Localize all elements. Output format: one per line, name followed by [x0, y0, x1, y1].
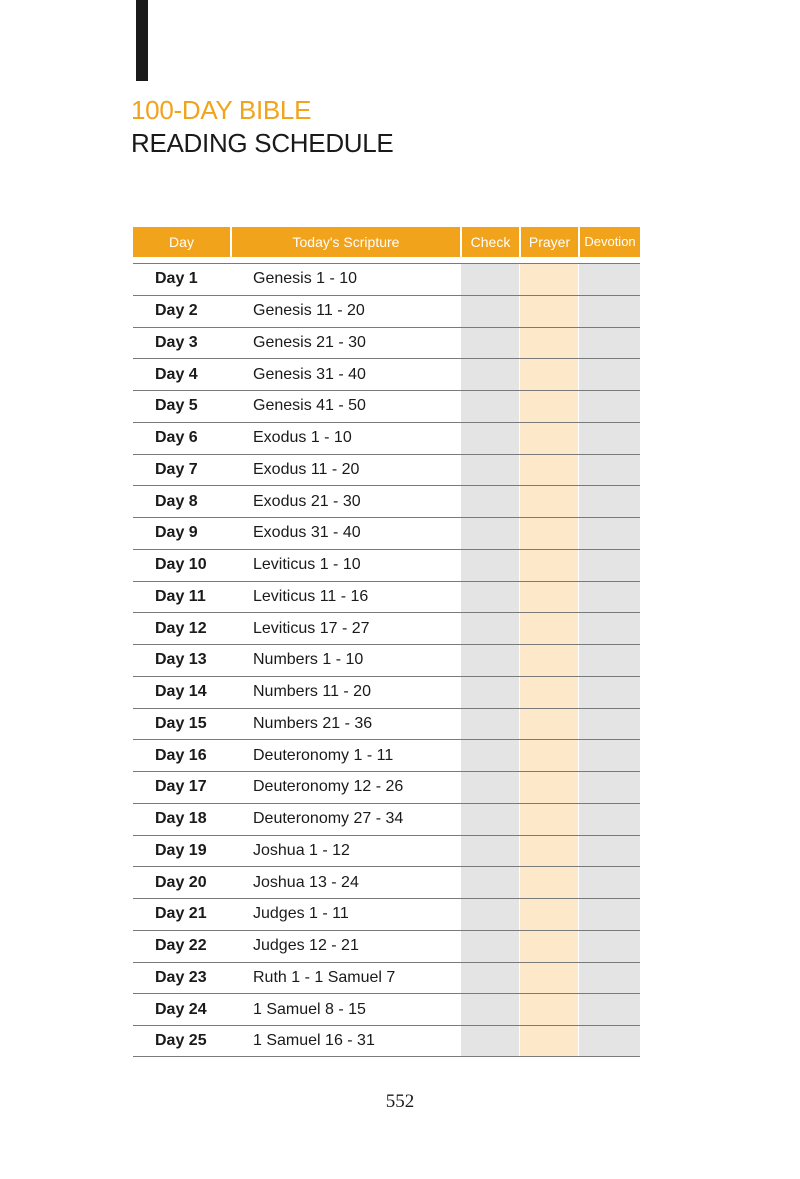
day-label: Day 18 — [155, 810, 207, 828]
scripture-label: Leviticus 1 - 10 — [253, 556, 361, 574]
day-label: Day 19 — [155, 841, 207, 859]
scripture-label: Judges 1 - 11 — [253, 905, 349, 923]
day-label: Day 22 — [155, 937, 207, 955]
check-box[interactable] — [461, 994, 519, 1025]
table-row — [133, 517, 640, 549]
check-box[interactable] — [461, 264, 519, 295]
scripture-label: Deuteronomy 1 - 11 — [253, 746, 394, 764]
scripture-label: Leviticus 17 - 27 — [253, 619, 370, 637]
prayer-box[interactable] — [520, 963, 578, 994]
prayer-box[interactable] — [520, 645, 578, 676]
scripture-label: Exodus 21 - 30 — [253, 492, 361, 510]
prayer-box[interactable] — [520, 740, 578, 771]
check-box[interactable] — [461, 423, 519, 454]
scripture-label: Ruth 1 - 1 Samuel 7 — [253, 968, 396, 986]
scripture-label: Exodus 11 - 20 — [253, 460, 360, 478]
header-scripture: Today's Scripture — [232, 227, 460, 257]
check-box[interactable] — [461, 359, 519, 390]
prayer-box[interactable] — [520, 836, 578, 867]
prayer-box[interactable] — [520, 931, 578, 962]
day-label: Day 15 — [155, 714, 207, 732]
devotion-box[interactable] — [579, 709, 640, 740]
day-label: Day 25 — [155, 1031, 207, 1049]
check-box[interactable] — [461, 486, 519, 517]
check-box[interactable] — [461, 836, 519, 867]
devotion-box[interactable] — [579, 867, 640, 898]
devotion-box[interactable] — [579, 518, 640, 549]
prayer-box[interactable] — [520, 613, 578, 644]
table-row — [133, 644, 640, 676]
table-row — [133, 485, 640, 517]
check-box[interactable] — [461, 963, 519, 994]
table-row — [133, 739, 640, 771]
check-box[interactable] — [461, 899, 519, 930]
prayer-box[interactable] — [520, 359, 578, 390]
devotion-box[interactable] — [579, 359, 640, 390]
check-box[interactable] — [461, 582, 519, 613]
check-box[interactable] — [461, 804, 519, 835]
check-box[interactable] — [461, 328, 519, 359]
prayer-box[interactable] — [520, 391, 578, 422]
check-box[interactable] — [461, 867, 519, 898]
prayer-box[interactable] — [520, 582, 578, 613]
devotion-box[interactable] — [579, 931, 640, 962]
check-box[interactable] — [461, 1026, 519, 1056]
table-row — [133, 295, 640, 327]
scripture-label: Exodus 31 - 40 — [253, 524, 361, 542]
day-label: Day 21 — [155, 905, 207, 923]
prayer-box[interactable] — [520, 455, 578, 486]
prayer-box[interactable] — [520, 296, 578, 327]
scripture-label: Genesis 21 - 30 — [253, 333, 366, 351]
devotion-box[interactable] — [579, 1026, 640, 1056]
day-label: Day 23 — [155, 968, 207, 986]
prayer-box[interactable] — [520, 328, 578, 359]
check-box[interactable] — [461, 709, 519, 740]
header-day: Day — [133, 227, 230, 257]
check-box[interactable] — [461, 613, 519, 644]
scripture-label: Joshua 13 - 24 — [253, 873, 359, 891]
devotion-box[interactable] — [579, 963, 640, 994]
table-row — [133, 581, 640, 613]
table-row — [133, 962, 640, 994]
scripture-label: 1 Samuel 8 - 15 — [253, 1000, 366, 1018]
table-row — [133, 771, 640, 803]
header-devotion: Devotion — [580, 227, 640, 257]
day-label: Day 1 — [155, 270, 198, 288]
header-prayer: Prayer — [521, 227, 578, 257]
page-title-line1: 100-DAY BIBLE — [131, 95, 312, 125]
scripture-label: Exodus 1 - 10 — [253, 429, 352, 447]
table-row — [133, 930, 640, 962]
decorative-top-bar — [136, 0, 148, 81]
table-row — [133, 549, 640, 581]
schedule-table-body — [133, 263, 640, 1057]
day-label: Day 12 — [155, 619, 207, 637]
day-label: Day 17 — [155, 778, 207, 796]
check-box[interactable] — [461, 391, 519, 422]
devotion-box[interactable] — [579, 455, 640, 486]
table-row — [133, 803, 640, 835]
scripture-label: Joshua 1 - 12 — [253, 841, 350, 859]
prayer-box[interactable] — [520, 550, 578, 581]
page-number: 552 — [385, 1091, 415, 1112]
prayer-box[interactable] — [520, 677, 578, 708]
scripture-label: Genesis 31 - 40 — [253, 365, 366, 383]
table-row — [133, 708, 640, 740]
table-row — [133, 390, 640, 422]
prayer-box[interactable] — [520, 772, 578, 803]
prayer-box[interactable] — [520, 264, 578, 295]
check-box[interactable] — [461, 645, 519, 676]
devotion-box[interactable] — [579, 804, 640, 835]
scripture-label: Deuteronomy 12 - 26 — [253, 778, 404, 796]
page-title-line2: READING SCHEDULE — [131, 128, 394, 158]
day-label: Day 7 — [155, 460, 198, 478]
day-label: Day 9 — [155, 524, 198, 542]
prayer-box[interactable] — [520, 709, 578, 740]
table-row — [133, 1025, 640, 1057]
devotion-box[interactable] — [579, 677, 640, 708]
day-label: Day 6 — [155, 429, 198, 447]
table-header-row — [133, 227, 640, 257]
devotion-box[interactable] — [579, 423, 640, 454]
devotion-box[interactable] — [579, 772, 640, 803]
devotion-box[interactable] — [579, 645, 640, 676]
day-label: Day 20 — [155, 873, 207, 891]
table-row — [133, 263, 640, 295]
scripture-label: Judges 12 - 21 — [253, 937, 359, 955]
check-box[interactable] — [461, 677, 519, 708]
scripture-label: Genesis 1 - 10 — [253, 270, 358, 288]
day-label: Day 3 — [155, 333, 198, 351]
check-box[interactable] — [461, 740, 519, 771]
devotion-box[interactable] — [579, 391, 640, 422]
devotion-box[interactable] — [579, 994, 640, 1025]
table-row — [133, 454, 640, 486]
day-label: Day 2 — [155, 302, 198, 320]
day-label: Day 4 — [155, 365, 198, 383]
table-row — [133, 866, 640, 898]
devotion-box[interactable] — [579, 328, 640, 359]
scripture-label: Numbers 21 - 36 — [253, 714, 373, 732]
prayer-box[interactable] — [520, 804, 578, 835]
table-row — [133, 676, 640, 708]
table-row — [133, 898, 640, 930]
prayer-box[interactable] — [520, 867, 578, 898]
day-label: Day 8 — [155, 492, 198, 510]
prayer-box[interactable] — [520, 518, 578, 549]
devotion-box[interactable] — [579, 899, 640, 930]
devotion-box[interactable] — [579, 613, 640, 644]
day-label: Day 11 — [155, 587, 206, 605]
prayer-box[interactable] — [520, 423, 578, 454]
day-label: Day 13 — [155, 651, 207, 669]
devotion-box[interactable] — [579, 264, 640, 295]
scripture-label: Genesis 11 - 20 — [253, 302, 365, 320]
prayer-box[interactable] — [520, 899, 578, 930]
prayer-box[interactable] — [520, 994, 578, 1025]
prayer-box[interactable] — [520, 1026, 578, 1056]
check-box[interactable] — [461, 550, 519, 581]
check-box[interactable] — [461, 455, 519, 486]
scripture-label: Genesis 41 - 50 — [253, 397, 366, 415]
devotion-box[interactable] — [579, 836, 640, 867]
devotion-box[interactable] — [579, 740, 640, 771]
devotion-box[interactable] — [579, 550, 640, 581]
check-box[interactable] — [461, 296, 519, 327]
devotion-box[interactable] — [579, 582, 640, 613]
table-row — [133, 993, 640, 1025]
scripture-label: Leviticus 11 - 16 — [253, 587, 369, 605]
day-label: Day 24 — [155, 1000, 207, 1018]
table-row — [133, 358, 640, 390]
check-box[interactable] — [461, 772, 519, 803]
check-box[interactable] — [461, 931, 519, 962]
devotion-box[interactable] — [579, 486, 640, 517]
scripture-label: Numbers 1 - 10 — [253, 651, 364, 669]
prayer-box[interactable] — [520, 486, 578, 517]
day-label: Day 5 — [155, 397, 198, 415]
table-row — [133, 612, 640, 644]
day-label: Day 10 — [155, 556, 207, 574]
day-label: Day 14 — [155, 683, 207, 701]
table-row — [133, 835, 640, 867]
check-box[interactable] — [461, 518, 519, 549]
day-label: Day 16 — [155, 746, 207, 764]
devotion-box[interactable] — [579, 296, 640, 327]
scripture-label: Numbers 11 - 20 — [253, 683, 371, 701]
table-row — [133, 422, 640, 454]
scripture-label: Deuteronomy 27 - 34 — [253, 810, 404, 828]
header-check: Check — [462, 227, 519, 257]
scripture-label: 1 Samuel 16 - 31 — [253, 1031, 375, 1049]
table-row — [133, 327, 640, 359]
